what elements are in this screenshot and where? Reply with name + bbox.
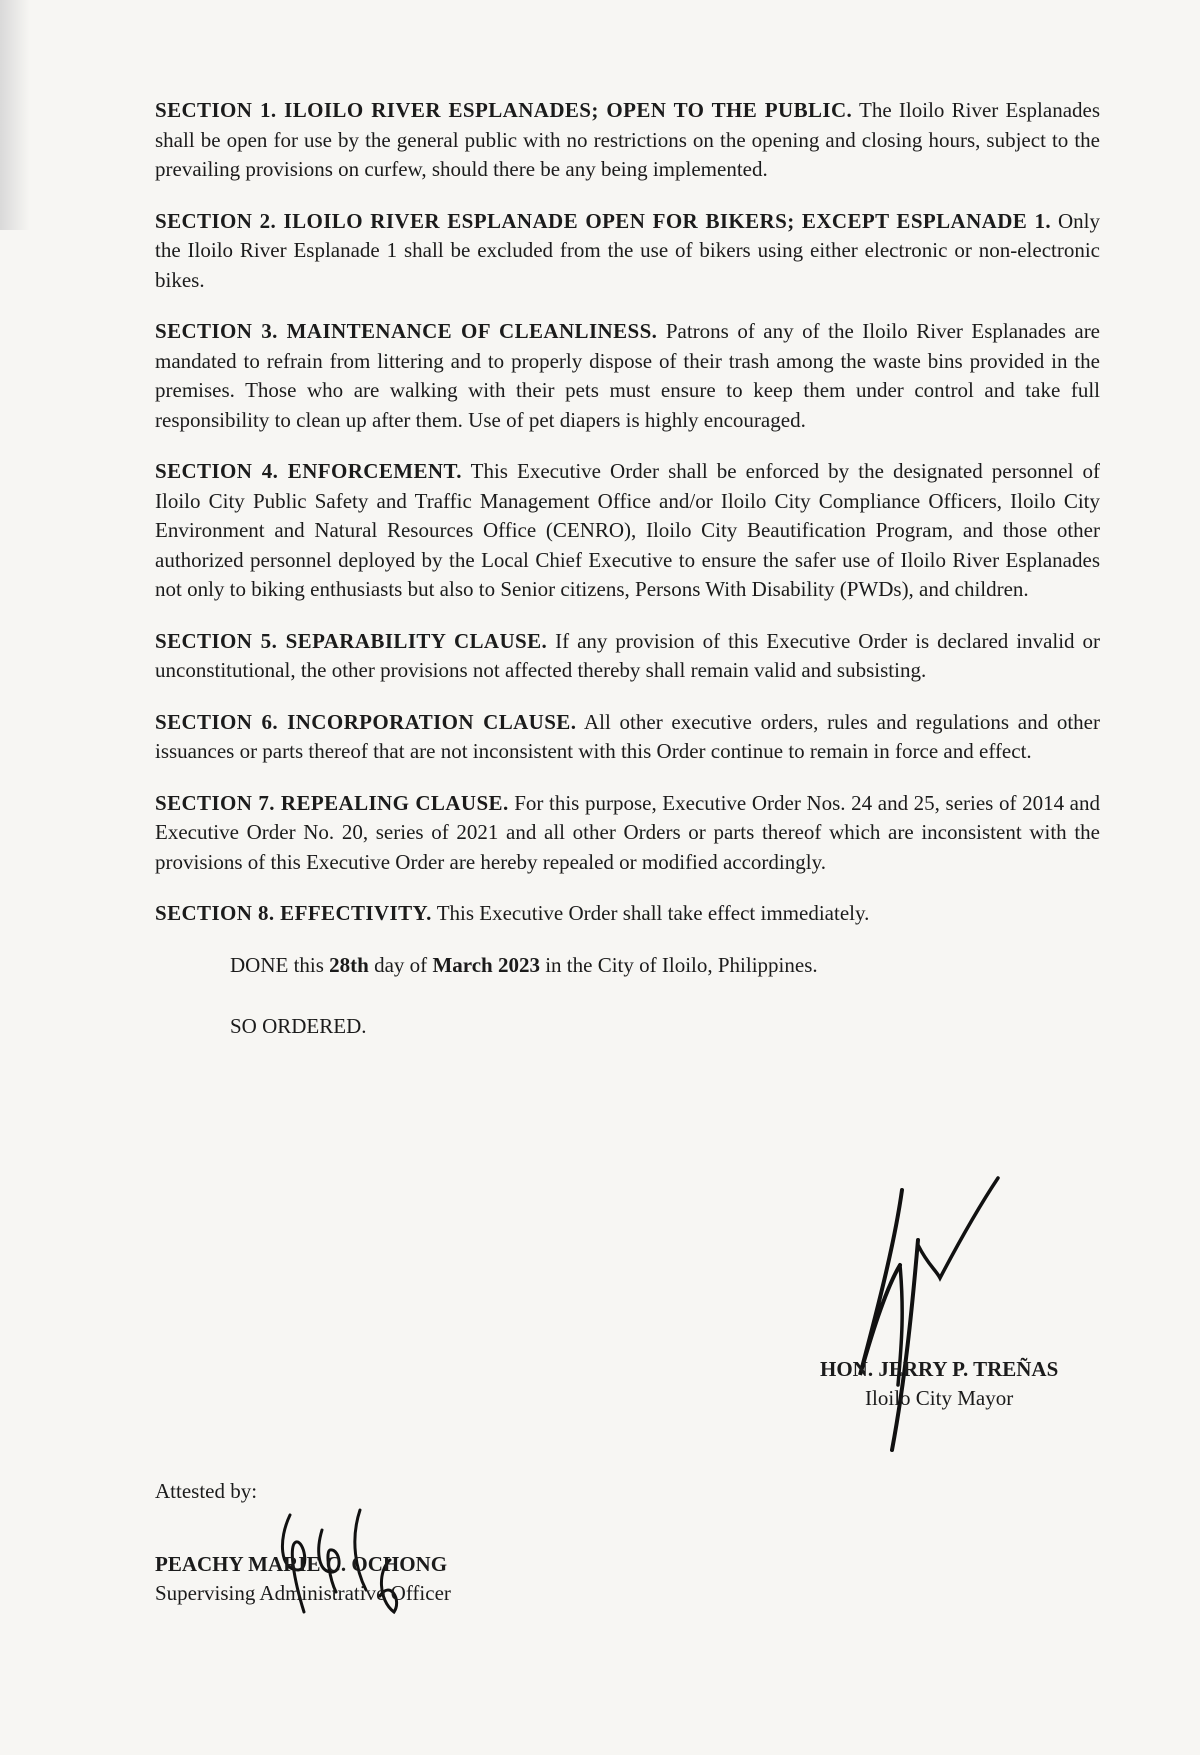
section-heading: SECTION 8. EFFECTIVITY. xyxy=(155,901,432,925)
mayor-title: Iloilo City Mayor xyxy=(865,1386,1014,1410)
section-7 xyxy=(155,789,1100,878)
section-text: For this purpose, Executive Order Nos. 24 and 25, series of 2014 and Executive Order No. 20, series of 2021 and all other Orders or parts thereof which are inconsistent with the provisions of this Executive Order are hereby repealed or modified accordingly. xyxy=(155,790,1100,874)
section-2 xyxy=(155,207,1100,296)
section-text: All other executive orders, rules and regulations and other issuances or parts thereof that are not inconsistent with this Order continue to remain in force and effect. xyxy=(155,709,1100,763)
section-heading: SECTION 1. ILOILO RIVER ESPLANADES; OPEN TO THE PUBLIC. xyxy=(155,98,853,122)
done-day: 28th xyxy=(329,952,369,977)
attested-label: Attested by: xyxy=(155,1479,258,1503)
section-text: This Executive Order shall be enforced by the designated personnel of Iloilo City Public Safety and Traffic Management Office and/or Iloilo City Compliance Officers, Iloilo City Environment and Natural Resources Office (CENRO), Iloilo City Beautification Program, and those other authorized personnel deployed by the Local Chief Executive to ensure the safer use of Iloilo River Esplanades not only to biking enthusiasts but also to Senior citizens, Persons With Disability (PWDs), and children. xyxy=(155,459,1100,601)
section-heading: SECTION 7. REPEALING CLAUSE. xyxy=(155,790,509,815)
section-1 xyxy=(155,96,1100,185)
section-8 xyxy=(155,899,1100,929)
done-pre: DONE this xyxy=(230,952,330,977)
section-6 xyxy=(155,708,1100,767)
section-heading: SECTION 3. MAINTENANCE OF CLEANLINESS. xyxy=(155,319,658,343)
section-heading: SECTION 5. SEPARABILITY CLAUSE. xyxy=(155,628,548,653)
section-text: The Iloilo River Esplanades shall be open for use by the general public with no restrictions on the opening and closing hours, subject to the prevailing provisions on curfew, should there be any being implemented. xyxy=(155,98,1101,181)
attester-title: Supervising Administrative Officer xyxy=(155,1581,451,1605)
section-text: This Executive Order shall take effect immediately. xyxy=(431,901,870,925)
section-heading: SECTION 4. ENFORCEMENT. xyxy=(155,459,462,483)
attester-name: PEACHY MARIE C. OCHONG xyxy=(155,1552,448,1576)
scan-edge-shadow xyxy=(0,0,30,230)
done-statement xyxy=(230,951,1100,981)
done-post: in the City of Iloilo, Philippines. xyxy=(539,952,818,977)
mayor-signature-block xyxy=(820,1355,1058,1413)
so-ordered: SO ORDERED. xyxy=(230,1014,367,1038)
section-heading: SECTION 6. INCORPORATION CLAUSE. xyxy=(155,709,577,734)
section-text: If any provision of this Executive Order is declared invalid or unconstitutional, the other provisions not affected thereby shall remain valid and subsisting. xyxy=(155,628,1101,682)
section-3 xyxy=(155,317,1100,435)
attester-block xyxy=(155,1550,451,1608)
executive-order-body xyxy=(155,96,1100,1042)
done-mid: day of xyxy=(368,952,433,977)
section-5 xyxy=(155,627,1100,686)
done-date: March 2023 xyxy=(432,952,540,977)
section-text: Patrons of any of the Iloilo River Esplanades are mandated to refrain from littering and to properly dispose of their trash among the waste bins provided in the premises. Those who are walking with their pets must ensure to keep them under control and take full responsibility to clean up after them. Use of pet diapers is highly encouraged. xyxy=(155,319,1101,432)
section-heading: SECTION 2. ILOILO RIVER ESPLANADE OPEN FOR BIKERS; EXCEPT ESPLANADE 1. xyxy=(155,208,1052,233)
mayor-signature xyxy=(840,1170,1030,1460)
section-4 xyxy=(155,457,1100,605)
mayor-name: HON. JERRY P. TREÑAS xyxy=(820,1357,1059,1381)
section-text: Only the Iloilo River Esplanade 1 shall be excluded from the use of bikers using either electronic or non-electronic bikes. xyxy=(155,208,1101,292)
